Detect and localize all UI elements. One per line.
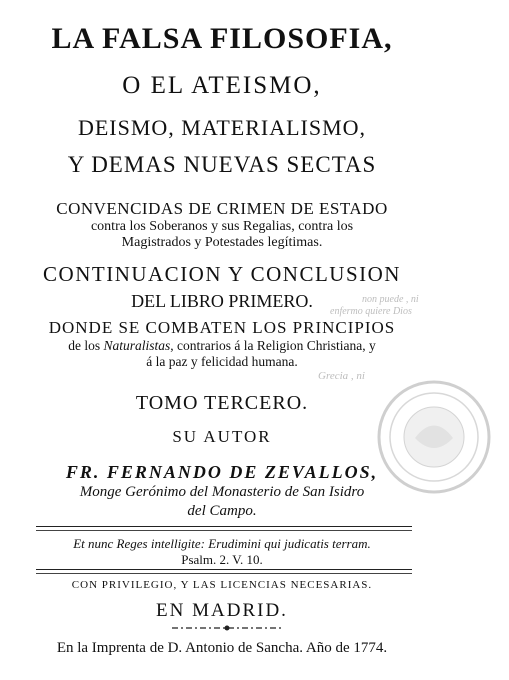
bleed-through-text-2: enfermo quiere Dios <box>330 306 412 317</box>
continuation-heading: CONTINUACION Y CONCLUSION <box>43 262 401 286</box>
library-stamp-icon <box>375 378 493 496</box>
subtitle-line-4: Y DEMAS NUEVAS SECTAS <box>67 152 377 177</box>
author-description-1: Monge Gerónimo del Monasterio de San Isidro <box>79 484 365 500</box>
principles-line-1 <box>22 338 422 354</box>
principles-line-1-post: , contrarios á la Religion Christiana, y <box>170 338 376 353</box>
divider-top-inner <box>36 530 412 531</box>
divider-top <box>36 526 412 527</box>
divider-bottom-inner <box>36 573 412 574</box>
place-of-printing: EN MADRID. <box>156 600 288 621</box>
bleed-through-text-1: non puede , ni <box>362 294 419 305</box>
subtitle-line-5: CONVENCIDAS DE CRIMEN DE ESTADO <box>56 199 388 218</box>
book-designation: DEL LIBRO PRIMERO. <box>131 291 313 311</box>
author-name: FR. FERNANDO DE ZEVALLOS, <box>65 462 379 482</box>
main-title: LA FALSA FILOSOFIA, <box>51 22 393 55</box>
privilege-line: CON PRIVILEGIO, Y LAS LICENCIAS NECESARIAS. <box>71 579 373 591</box>
subtitle-line-2: O EL ATEISMO, <box>122 72 322 99</box>
subtitle-line-3: DEISMO, MATERIALISMO, <box>77 115 367 140</box>
author-description-2: del Campo. <box>187 503 257 519</box>
principles-line-2: á la paz y felicidad humana. <box>146 354 298 369</box>
subtitle-line-7: Magistrados y Potestades legítimas. <box>121 235 323 250</box>
principles-heading: DONDE SE COMBATEN LOS PRINCIPIOS <box>48 318 396 337</box>
printer-line: En la Imprenta de D. Antonio de Sancha. Año de 1774. <box>56 640 388 656</box>
subtitle-line-6: contra los Soberanos y sus Regalias, contra los <box>90 219 354 234</box>
naturalistas-word: Naturalistas <box>103 338 171 353</box>
divider-bottom <box>36 569 412 570</box>
bleed-through-text-3: Grecia , ni <box>318 370 365 382</box>
author-heading: SU AUTOR <box>172 427 272 446</box>
principles-line-1-pre: de los <box>68 338 104 353</box>
ornament-icon <box>172 623 282 633</box>
volume-label: TOMO TERCERO. <box>135 392 309 414</box>
motto-citation: Psalm. 2. V. 10. <box>181 552 263 567</box>
motto-text: Et nunc Reges intelligite: Erudimini qui judicatis terram. <box>73 536 371 551</box>
